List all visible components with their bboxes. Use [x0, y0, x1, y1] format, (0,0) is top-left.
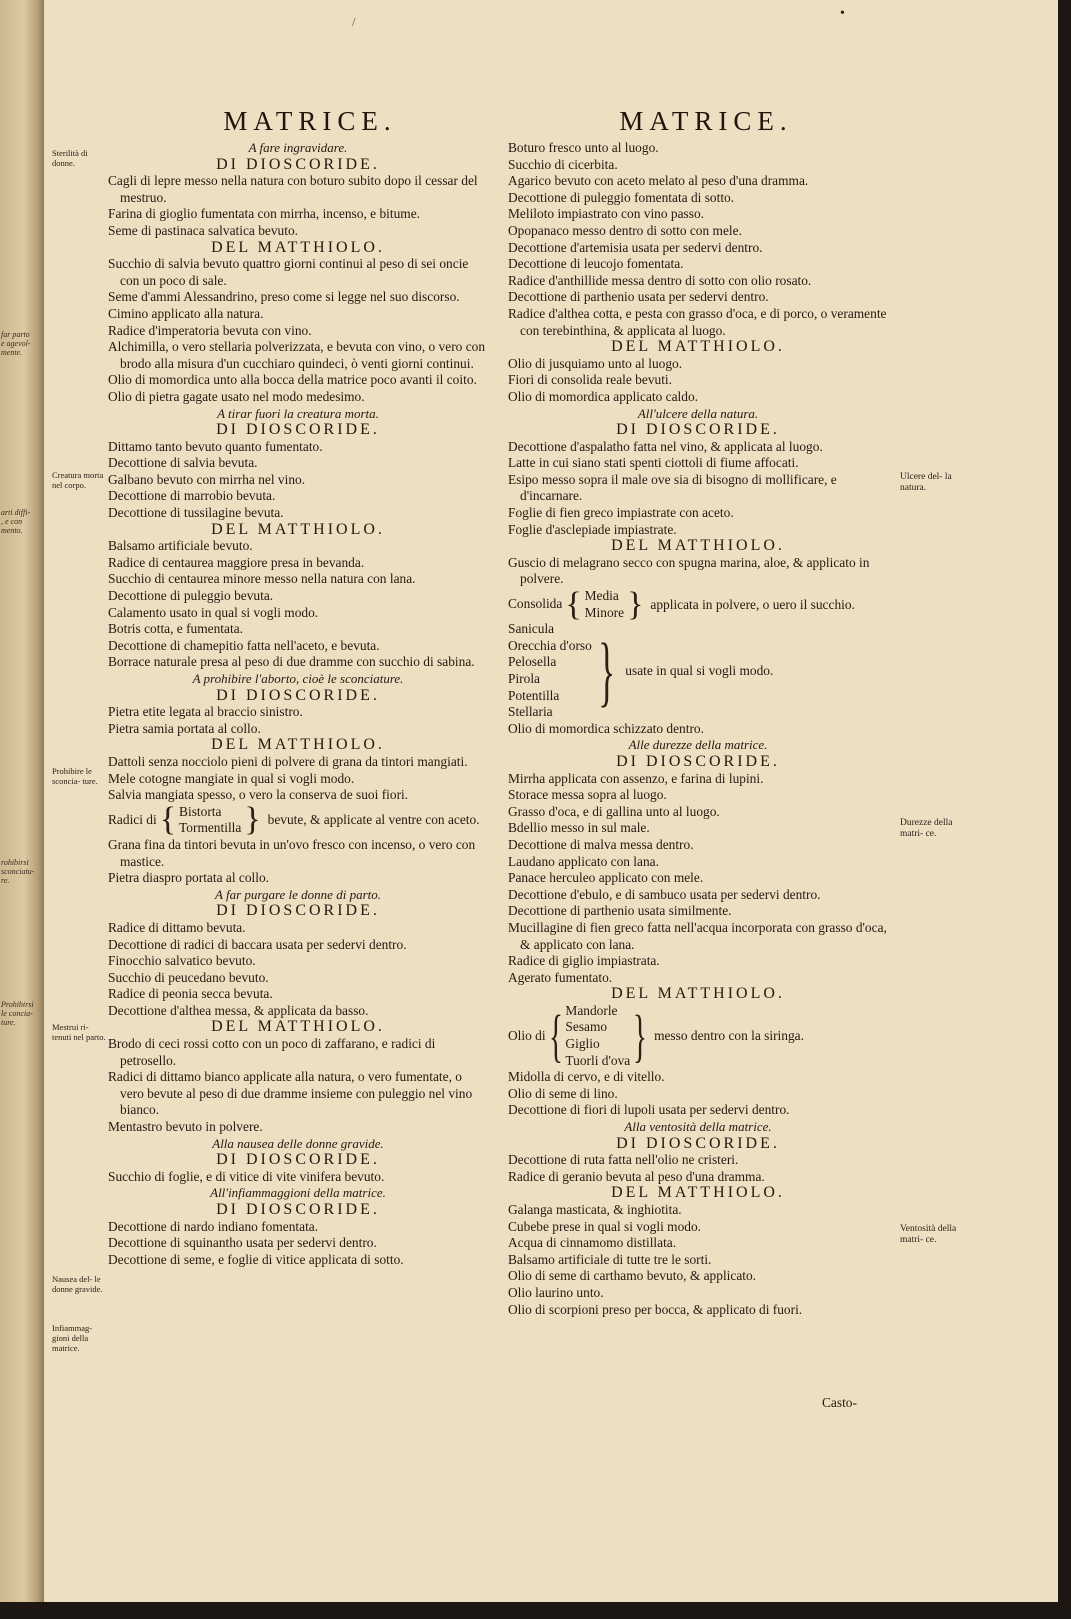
- remedy-entry: Olio laurino unto.: [508, 1284, 604, 1300]
- remedy-entry: Mucillagine di fien greco fatta nell'acqua incorporata con grasso d'oca, & applicato con lana.: [508, 919, 887, 952]
- brace-tail: messo dentro con la siringa.: [654, 1028, 804, 1044]
- remedy-entry: Finocchio salvatico bevuto.: [108, 953, 256, 969]
- remedy-entry: Cimino applicato alla natura.: [108, 305, 264, 321]
- remedy-entry: Esipo messo sopra il male ove sia di bisogno di mollificare, e d'incarnare.: [508, 471, 837, 504]
- remedy-entry: Decottione di chamepitio fatta nell'aceto, e bevuta.: [108, 637, 380, 653]
- remedy-entry: Olio di scorpioni preso per bocca, & applicato di fuori.: [508, 1301, 803, 1317]
- remedy-entry: Succhio di peucedano bevuto.: [108, 969, 269, 985]
- remedy-entry: Seme d'ammi Alessandrino, preso come si legge nel suo discorso.: [108, 289, 460, 305]
- remedy-entry: Radice di peonia secca bevuta.: [108, 986, 273, 1002]
- brace-list-item: Mandorle: [565, 1002, 618, 1018]
- brace-list-item: Giglio: [565, 1036, 600, 1052]
- left-brace-icon: {: [159, 801, 177, 839]
- remedy-entry: Foglie d'asclepiade impiastrate.: [508, 521, 677, 537]
- right-brace-icon: }: [633, 1003, 648, 1069]
- remedy-entry: Pietra etite legata al braccio sinistro.: [108, 704, 303, 720]
- brace-group: [508, 621, 888, 721]
- margin-note: rohibirsi sconciatu- re.: [1, 858, 35, 885]
- subject-heading: Alle durezze della matrice.: [628, 737, 768, 753]
- remedy-entry: Dittamo tanto bevuto quanto fumentato.: [108, 438, 323, 454]
- remedy-entry: Decottione di marrobio bevuta.: [108, 488, 276, 504]
- brace-list-item: Bistorta: [179, 803, 222, 819]
- section-heading: DI DIOSCORIDE.: [216, 421, 380, 439]
- remedy-entry: Dattoli senza nocciolo pieni di polvere di grana da tintori mangiati.: [108, 753, 468, 769]
- remedy-entry: Balsamo artificiale di tutte tre le sorti.: [508, 1251, 712, 1267]
- remedy-entry: Olio di momordica unto alla bocca della matrice poco avanti il coito.: [108, 372, 477, 388]
- running-head-right: MATRICE.: [619, 106, 793, 136]
- remedy-entry: Acqua di cinnamomo distillata.: [508, 1235, 677, 1251]
- remedy-entry: Mirrha applicata con assenzo, e farina di lupini.: [508, 770, 764, 786]
- remedy-entry: Radici di dittamo bianco applicate alla natura, o vero fumentate, o vero bevute al peso di due dramme insieme con puleggio nel vino bianco.: [108, 1069, 473, 1118]
- remedy-entry: Decottione di leucojo fomentata.: [508, 256, 684, 272]
- text-column-right: [508, 140, 888, 1318]
- brace-label: Olio di: [508, 1027, 546, 1043]
- remedy-entry: Decottione di ruta fatta nell'olio ne cristeri.: [508, 1152, 739, 1168]
- right-brace-icon: }: [598, 627, 615, 714]
- remedy-entry: Agerato fumentato.: [508, 969, 613, 985]
- subject-heading: Alla ventosità della matrice.: [624, 1119, 772, 1135]
- brace-tail: applicata in polvere, o uero il succhio.: [650, 596, 855, 612]
- remedy-entry: Opopanaco messo dentro di sotto con mele.: [508, 222, 742, 238]
- margin-note: Ventosità della matri- ce.: [900, 1224, 957, 1245]
- remedy-entry: Decottione di seme, e foglie di vitice applicata di sotto.: [108, 1251, 404, 1267]
- brace-list: [585, 588, 624, 621]
- section-heading: DI DIOSCORIDE.: [216, 686, 380, 704]
- remedy-entry: Succhio di foglie, e di vitice di vite vinifera bevuto.: [108, 1168, 385, 1184]
- brace-group: [508, 1003, 888, 1069]
- remedy-entry: Brodo di ceci rossi cotto con un poco di zaffarano, e radici di petrosello.: [108, 1036, 436, 1068]
- remedy-entry: Olio di seme di carthamo bevuto, & applicato.: [508, 1268, 757, 1284]
- brace-list-item: Stellaria: [508, 704, 553, 720]
- remedy-entry: Panace herculeo applicato con mele.: [508, 870, 704, 886]
- section-heading: DI DIOSCORIDE.: [216, 1201, 380, 1218]
- right-brace-icon: }: [627, 585, 644, 623]
- remedy-entry: Storace messa sopra al luogo.: [508, 787, 667, 803]
- brace-list-item: Tormentilla: [179, 820, 242, 836]
- remedy-entry: Galbano bevuto con mirrha nel vino.: [108, 471, 306, 487]
- remedy-entry: Decottione di fiori di lupoli usata per sedervi dentro.: [508, 1102, 790, 1118]
- remedy-entry: Olio di momordica applicato caldo.: [508, 388, 699, 404]
- remedy-entry: Decottione d'ebulo, e di sambuco usata per sedervi dentro.: [508, 886, 821, 902]
- margin-note: Sterilità di donne.: [52, 148, 88, 168]
- corner-mark: •: [840, 6, 845, 21]
- section-heading: DI DIOSCORIDE.: [216, 155, 380, 173]
- remedy-entry: Latte in cui siano stati spenti ciottoli di fiume affocati.: [508, 455, 799, 471]
- remedy-entry: Radice di centaurea maggiore presa in bevanda.: [108, 554, 365, 570]
- brace-list: [179, 804, 241, 837]
- remedy-entry: Succhio di salvia bevuto quattro giorni continui al peso di sei oncie con un poco di sale.: [108, 256, 469, 288]
- remedy-entry: Agarico bevuto con aceto melato al peso d'una dramma.: [508, 173, 809, 189]
- section-heading: DI DIOSCORIDE.: [616, 752, 780, 770]
- remedy-entry: Pietra samia portata al collo.: [108, 720, 261, 736]
- remedy-entry: Decottione d'artemisia usata per sedervi dentro.: [508, 239, 763, 255]
- remedy-entry: Bdellio messo in sul male.: [508, 820, 650, 836]
- margin-note: Prohibire le sconcia- ture.: [52, 766, 98, 786]
- left-brace-icon: {: [548, 1003, 563, 1069]
- remedy-entry: Succhio di cicerbita.: [508, 156, 618, 172]
- brace-tail: bevute, & applicate al ventre con aceto.: [267, 812, 480, 828]
- remedy-entry: Foglie di fien greco impiastrate con aceto.: [508, 505, 734, 521]
- section-heading: DEL MATTHIOLO.: [211, 736, 385, 754]
- section-heading: DI DIOSCORIDE.: [616, 1134, 780, 1152]
- remedy-entry: Mentastro bevuto in polvere.: [108, 1119, 263, 1135]
- subject-heading: Alla nausea delle donne gravide.: [212, 1135, 384, 1151]
- tick-mark: /: [352, 14, 356, 29]
- subject-heading: All'infiammaggioni della matrice.: [210, 1185, 386, 1201]
- remedy-entry: Fiori di consolida reale bevuti.: [508, 372, 672, 388]
- catchword: Casto-: [822, 1395, 857, 1410]
- left-brace-icon: {: [565, 585, 582, 623]
- remedy-entry: Pietra diaspro portata al collo.: [108, 870, 270, 886]
- remedy-entry: Decottione di squinantho usata per sedervi dentro.: [108, 1235, 377, 1251]
- remedy-entry: Decottione di malva messa dentro.: [508, 836, 694, 852]
- margin-note: Mestrui ri- tenuti nel parto.: [52, 1022, 106, 1042]
- brace-group: [508, 585, 888, 623]
- subject-heading: A prohibire l'aborto, cioè le sconciature.: [192, 671, 404, 686]
- remedy-entry: Meliloto impiastrato con vino passo.: [508, 206, 705, 222]
- remedy-entry: Guscio di melagrano secco con spugna marina, aloe, & applicato in polvere.: [508, 554, 870, 587]
- section-heading: DI DIOSCORIDE.: [216, 902, 380, 920]
- remedy-entry: Decottione d'aspalatho fatta nel vino, & applicata al luogo.: [508, 438, 823, 454]
- section-heading: DEL MATTHIOLO.: [611, 985, 785, 1003]
- remedy-entry: Seme di pastinaca salvatica bevuto.: [108, 222, 299, 238]
- margin-note: Prohibirsi le concia- ture.: [1, 1000, 34, 1027]
- brace-list-item: Tuorli d'ova: [565, 1052, 631, 1068]
- brace-group: [108, 801, 488, 839]
- remedy-entry: Decottione di tussilagine bevuta.: [108, 505, 284, 521]
- remedy-entry: Olio di momordica schizzato dentro.: [508, 720, 704, 736]
- subject-heading: All'ulcere della natura.: [637, 405, 759, 421]
- remedy-entry: Balsamo artificiale bevuto.: [108, 538, 253, 554]
- remedy-entry: Radice d'althea cotta, e pesta con grasso d'oca, e di porco, o veramente con terebinthina, & applicata al luogo.: [508, 305, 887, 338]
- binding-gutter: [0, 0, 44, 1602]
- brace-list: [565, 1003, 630, 1069]
- remedy-entry: Alchimilla, o vero stellaria polverizzata, e bevuta con vino, o vero con brodo alla misura d'un cucchiaro quindeci, ò venti giorni continui.: [108, 339, 486, 371]
- remedy-entry: Grana fina da tintori bevuta in un'ovo fresco con incenso, o vero con mastice.: [108, 836, 476, 869]
- remedy-entry: Radice di giglio impiastrata.: [508, 953, 660, 969]
- remedy-entry: Mele cotogne mangiate in qual si vogli modo.: [108, 770, 355, 786]
- section-heading: DEL MATTHIOLO.: [611, 1184, 785, 1202]
- remedy-entry: Galanga masticata, & inghiotita.: [508, 1202, 682, 1217]
- text-column-left: [108, 140, 488, 1268]
- brace-list-item: Sanicula: [508, 621, 555, 637]
- brace-list-item: Pelosella: [508, 654, 557, 670]
- running-head-left: MATRICE.: [223, 106, 397, 136]
- brace-list-item: Orecchia d'orso: [508, 637, 592, 653]
- remedy-entry: Decottione di radici di baccara usata per sedervi dentro.: [108, 936, 407, 952]
- remedy-entry: Decottione di puleggio bevuta.: [108, 588, 274, 604]
- remedy-entry: Farina di gioglio fumentata con mirrha, incenso, e bitume.: [108, 206, 420, 222]
- remedy-entry: Radice di dittamo bevuta.: [108, 919, 246, 935]
- remedy-entry: Cubebe prese in qual si vogli modo.: [508, 1218, 702, 1234]
- remedy-entry: Grasso d'oca, e di gallina unto al luogo.: [508, 803, 720, 819]
- brace-list-item: Potentilla: [508, 687, 560, 703]
- brace-list-item: Media: [584, 588, 619, 604]
- remedy-entry: Decottione di puleggio fomentata di sotto.: [508, 189, 735, 205]
- remedy-entry: Laudano applicato con lana.: [508, 853, 659, 869]
- remedy-entry: Decottione di parthenio usata similmente.: [508, 903, 732, 919]
- brace-label: Radici di: [108, 812, 157, 828]
- subject-heading: A tirar fuori la creatura morta.: [217, 405, 379, 421]
- section-heading: DI DIOSCORIDE.: [216, 1151, 380, 1169]
- remedy-entry: Olio di pietra gagate usato nel modo medesimo.: [108, 388, 365, 404]
- remedy-entry: Salvia mangiata spesso, o vero la conserva de suoi fiori.: [108, 787, 409, 803]
- remedy-entry: Boturo fresco unto al luogo.: [508, 140, 659, 155]
- right-brace-icon: }: [244, 801, 261, 839]
- brace-tail: usate in qual si vogli modo.: [625, 663, 774, 678]
- brace-list-item: Pirola: [508, 671, 540, 686]
- remedy-entry: Radice d'anthillide messa dentro di sotto con olio rosato.: [508, 272, 812, 288]
- remedy-entry: Calamento usato in qual si vogli modo.: [108, 604, 319, 620]
- section-heading: DEL MATTHIOLO.: [611, 338, 785, 356]
- brace-list-item: Sesamo: [565, 1019, 608, 1035]
- margin-note: Ulcere del- la natura.: [900, 472, 952, 493]
- margin-note: Durezze della matri- ce.: [900, 818, 953, 839]
- section-heading: DEL MATTHIOLO.: [211, 1018, 385, 1036]
- remedy-entry: Decottione di salvia bevuta.: [108, 455, 258, 471]
- remedy-entry: Olio di jusquiamo unto al luogo.: [508, 355, 683, 371]
- remedy-entry: Botris cotta, e fumentata.: [108, 621, 243, 637]
- section-heading: DEL MATTHIOLO.: [211, 520, 385, 538]
- remedy-entry: Succhio di centaurea minore messo nella natura con lana.: [108, 571, 416, 587]
- section-heading: DEL MATTHIOLO.: [211, 238, 385, 256]
- brace-list: [508, 621, 592, 721]
- subject-heading: A far purgare le donne di parto.: [215, 886, 381, 902]
- section-heading: DI DIOSCORIDE.: [616, 421, 780, 439]
- margin-note: Infiammag- gioni della matrice.: [52, 1323, 93, 1353]
- margin-note: Creatura morta nel corpo.: [52, 470, 104, 490]
- section-heading: DEL MATTHIOLO.: [611, 537, 785, 555]
- remedy-entry: Decottione d'althea messa, & applicata da basso.: [108, 1002, 369, 1018]
- brace-list-item: Minore: [584, 604, 625, 620]
- margin-note: far parto e agevol- mente.: [1, 330, 31, 357]
- brace-label: Consolida: [508, 596, 563, 612]
- remedy-entry: Olio di seme di lino.: [508, 1085, 618, 1101]
- remedy-entry: Decottione di parthenio usata per sedervi dentro.: [508, 289, 769, 305]
- margin-note: Nausea del- le donne gravide.: [52, 1274, 103, 1294]
- remedy-entry: Cagli di lepre messo nella natura con boturo subito dopo il cessar del mestruo.: [108, 173, 478, 205]
- remedy-entry: Borrace naturale presa al peso di due dramme con succhio di sabina.: [108, 654, 475, 670]
- margin-note: arti diffi- , e con mento.: [1, 508, 31, 535]
- subject-heading: A fare ingravidare.: [248, 140, 348, 155]
- remedy-entry: Decottione di nardo indiano fomentata.: [108, 1218, 319, 1234]
- remedy-entry: Radice di geranio bevuta al peso d'una dramma.: [508, 1168, 765, 1184]
- remedy-entry: Midolla di cervo, e di vitello.: [508, 1069, 665, 1085]
- remedy-entry: Radice d'imperatoria bevuta con vino.: [108, 322, 312, 338]
